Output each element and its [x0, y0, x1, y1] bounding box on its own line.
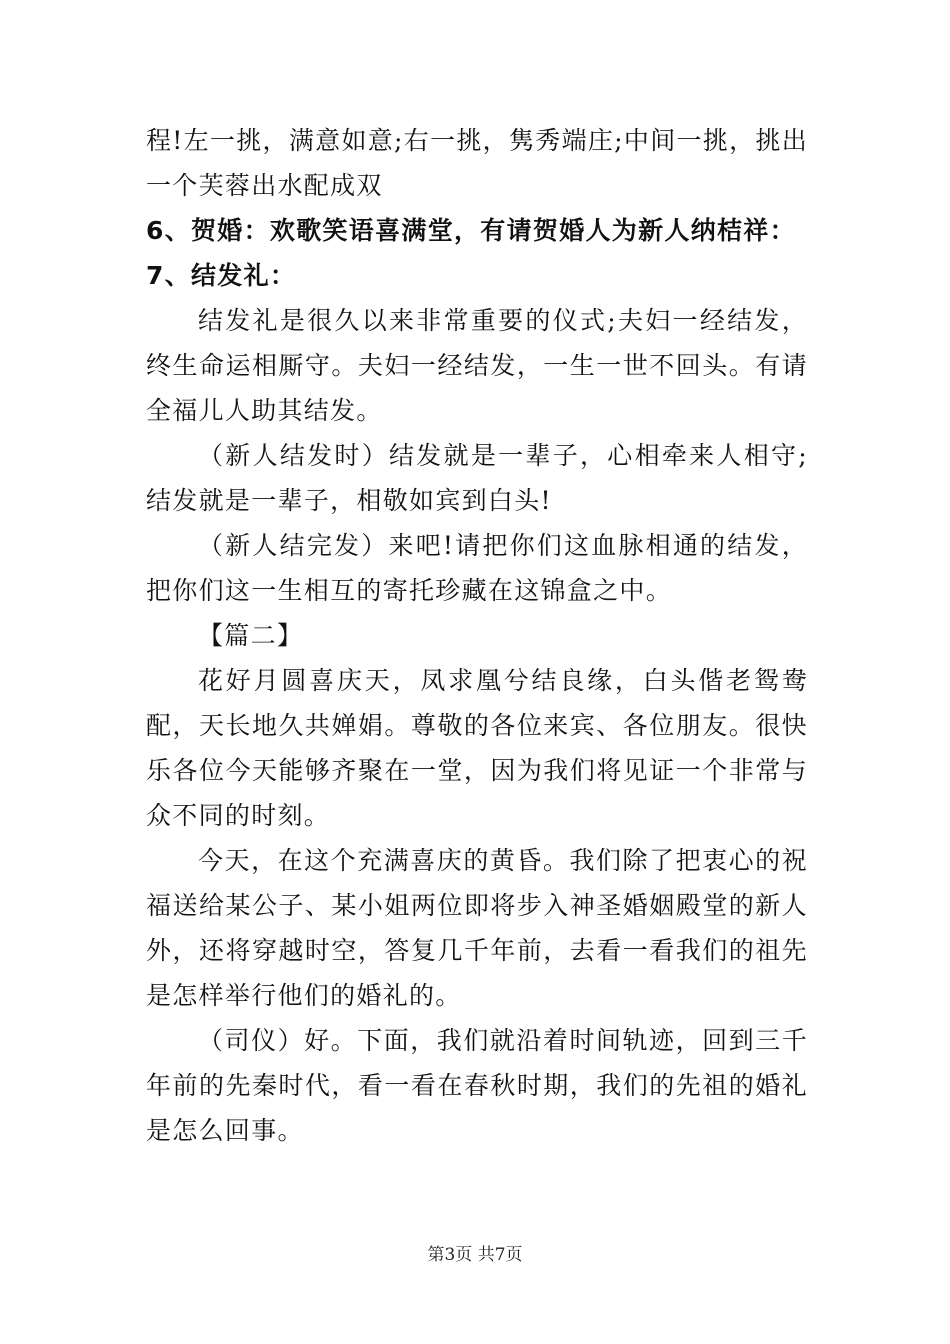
paragraph-10: （司仪）好。下面，我们就沿着时间轨迹，回到三千年前的先秦时代，看一看在春秋时期，我们的先祖的婚礼是怎么回事。	[146, 1026, 808, 1145]
paragraph-6: （新人结完发）来吧!请把你们这血脉相通的结发，把你们这一生相互的寄托珍藏在这锦盒之中。	[146, 531, 808, 605]
part-heading: 【篇二】	[198, 621, 304, 650]
paragraph-8: 花好月圆喜庆天，凤求凰兮结良缘，白头偕老鸳鸯配，天长地久共婵娟。尊敬的各位来宾、各位朋友。很快乐各位今天能够齐聚在一堂，因为我们将见证一个非常与众不同的时刻。	[146, 666, 808, 830]
paragraph-4: 结发礼是很久以来非常重要的仪式;夫妇一经结发，终生命运相厮守。夫妇一经结发，一生一世不回头。有请全福儿人助其结发。	[146, 306, 808, 425]
document-body	[146, 118, 808, 1153]
paragraph-9: 今天，在这个充满喜庆的黄昏。我们除了把衷心的祝福送给某公子、某小姐两位即将步入神圣婚姻殿堂的新人外，还将穿越时空，答复几千年前，去看一看我们的祖先是怎样举行他们的婚礼的。	[146, 846, 808, 1010]
section-heading-6: 6、贺婚：欢歌笑语喜满堂，有请贺婚人为新人纳桔祥：	[146, 216, 796, 245]
page-number: 第3页 共7页	[427, 1245, 523, 1265]
paragraph-1: 程!左一挑，满意如意;右一挑，隽秀端庄;中间一挑，挑出一个芙蓉出水配成双	[146, 126, 808, 200]
section-heading-7: 7、结发礼：	[146, 261, 297, 290]
paragraph-5: （新人结发时）结发就是一辈子，心相牵来人相守;结发就是一辈子，相敬如宾到白头!	[146, 441, 808, 515]
